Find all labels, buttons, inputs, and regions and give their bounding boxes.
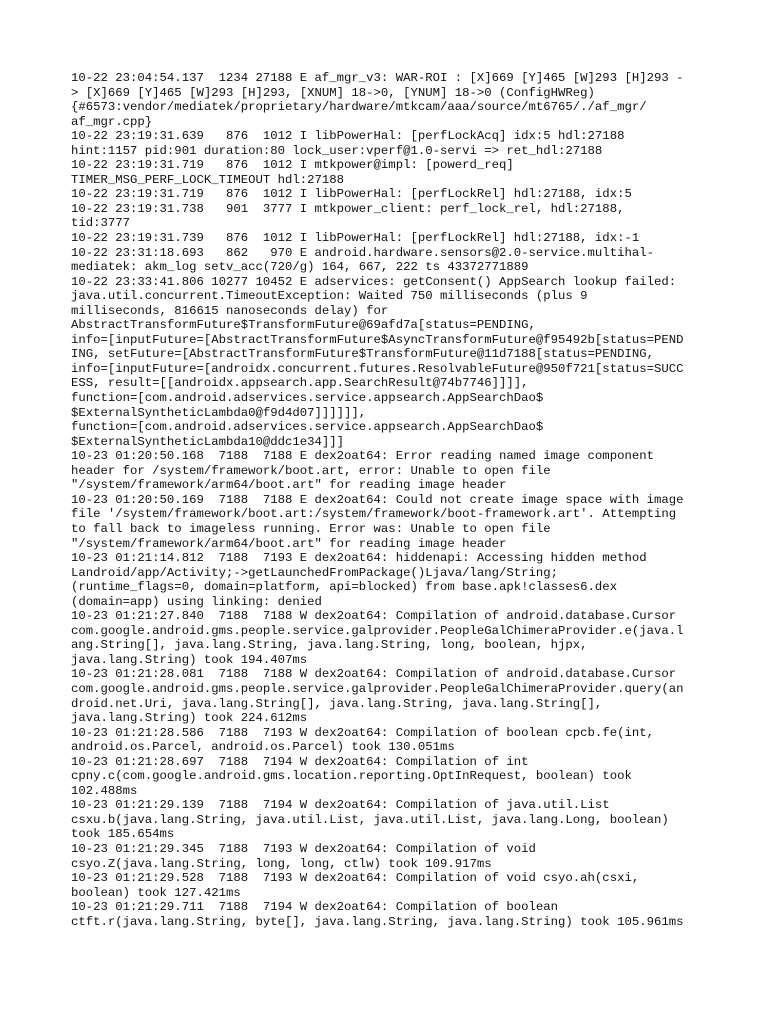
log-line: 10-23 01:21:29.711 7188 7194 W dex2oat64: Compilation of boolean [71,900,559,915]
log-line: 10-23 01:21:14.812 7188 7193 E dex2oat64: hiddenapi: Accessing hidden method [71,551,647,566]
log-line: $ExternalSyntheticLambda0@f9d4d07]]]]]], [71,405,367,420]
log-line: 10-23 01:21:29.528 7188 7193 W dex2oat64: Compilation of void csyo.ah(csxi, [71,871,640,886]
log-line: ang.String[], java.lang.String, java.lang.String, long, boolean, hjpx, [71,638,588,653]
log-line: 10-23 01:21:29.345 7188 7193 W dex2oat64: Compilation of void [71,841,536,856]
log-line: Landroid/app/Activity;->getLaunchedFromPackage()Ljava/lang/String; [71,565,559,580]
log-line: 10-22 23:19:31.639 876 1012 I libPowerHal: [perfLockAcq] idx:5 hdl:27188 [71,129,625,144]
log-line: {#6573:vendor/mediatek/proprietary/hardware/mtkcam/aaa/source/mt6765/./af_mgr/ [71,100,647,115]
log-line: java.lang.String) took 224.612ms [71,711,308,726]
log-line: function=[com.android.adservices.service.appsearch.AppSearchDao$ [71,391,544,406]
log-line: 10-23 01:21:28.586 7188 7193 W dex2oat64: Compilation of boolean cpcb.fe(int, [71,725,654,740]
log-line: 10-22 23:31:18.693 862 970 E android.hardware.sensors@2.0-service.multihal- [71,245,654,260]
log-line: af_mgr.cpp} [71,114,153,129]
log-line: 10-23 01:20:50.169 7188 7188 E dex2oat64: Could not create image space with image [71,492,684,507]
log-line: csyo.Z(java.lang.String, long, long, ctlw) took 109.917ms [71,856,492,871]
log-line: info=[inputFuture=[AbstractTransformFuture$AsyncTransformFuture@f95492b[status=PEND [71,332,684,347]
log-line: hint:1157 pid:901 duration:80 lock_user:vperf@1.0-servi => ret_hdl:27188 [71,143,603,158]
log-line: $ExternalSyntheticLambda10@ddc1e34]]] [71,434,345,449]
log-line: "/system/framework/arm64/boot.art" for reading image header [71,478,507,493]
log-line: AbstractTransformFuture$TransformFuture@69afd7a[status=PENDING, [71,318,536,333]
log-line: 102.488ms [71,783,138,798]
log-line: java.util.concurrent.TimeoutException: Waited 750 milliseconds (plus 9 [71,289,588,304]
log-line: > [X]669 [Y]465 [W]293 [H]293, [XNUM] 18->0, [YNUM] 18->0 (ConfigHWReg) [71,85,595,100]
log-line: com.google.android.gms.people.service.galprovider.PeopleGalChimeraProvider.e(java.l [71,623,684,638]
log-line: (runtime_flags=0, domain=platform, api=blocked) from base.apk!classes6.dex [71,580,618,595]
log-line: droid.net.Uri, java.lang.String[], java.lang.String, java.lang.String[], [71,696,603,711]
log-line: 10-22 23:19:31.739 876 1012 I libPowerHal: [perfLockRel] hdl:27188, idx:-1 [71,231,640,246]
log-line: 10-22 23:04:54.137 1234 27188 E af_mgr_v3: WAR-ROI : [X]669 [Y]465 [W]293 [H]293 - [71,71,684,85]
log-line: to fall back to imageless running. Error was: Unable to open file [71,521,551,536]
log-line: ESS, result=[[androidx.appsearch.app.SearchResult@74b7746]]]], [71,376,529,391]
log-line: 10-23 01:21:28.697 7188 7194 W dex2oat64: Compilation of int [71,754,529,769]
log-line: milliseconds, 816615 nanoseconds delay) for [71,303,389,318]
log-line: cpny.c(com.google.android.gms.location.reporting.OptInRequest, boolean) took [71,769,632,784]
log-line: com.google.android.gms.people.service.galprovider.PeopleGalChimeraProvider.query(an [71,681,684,696]
log-line: info=[inputFuture=[androidx.concurrent.futures.ResolvableFuture@950f721[status=SUCC [71,361,684,376]
log-line: file '/system/framework/boot.art:/system/framework/boot-framework.art'. Attempting [71,507,677,522]
log-line: 10-22 23:19:31.719 876 1012 I libPowerHal: [perfLockRel] hdl:27188, idx:5 [71,187,632,202]
log-line: ctft.r(java.lang.String, byte[], java.lang.String, java.lang.String) took 105.961ms [71,914,684,929]
log-line: java.lang.String) took 194.407ms [71,652,308,667]
log-text-block [71,71,711,929]
log-line: android.os.Parcel, android.os.Parcel) took 130.051ms [71,740,455,755]
log-line: (domain=app) using linking: denied [71,594,322,609]
log-line: 10-23 01:21:29.139 7188 7194 W dex2oat64: Compilation of java.util.List [71,798,610,813]
log-line: 10-23 01:20:50.168 7188 7188 E dex2oat64: Error reading named image component [71,449,654,464]
log-line: 10-23 01:21:27.840 7188 7188 W dex2oat64: Compilation of android.database.Cursor [71,609,677,624]
log-line: 10-23 01:21:28.081 7188 7188 W dex2oat64: Compilation of android.database.Cursor [71,667,677,682]
log-line: header for /system/framework/boot.art, error: Unable to open file [71,463,551,478]
log-line: tid:3777 [71,216,131,231]
log-line: 10-22 23:19:31.719 876 1012 I mtkpower@impl: [powerd_req] [71,158,514,173]
log-line: function=[com.android.adservices.service.appsearch.AppSearchDao$ [71,420,544,435]
log-line: boolean) took 127.421ms [71,885,241,900]
log-line: TIMER_MSG_PERF_LOCK_TIMEOUT hdl:27188 [71,172,345,187]
log-line: 10-22 23:33:41.806 10277 10452 E adservices: getConsent() AppSearch lookup failed: [71,274,677,289]
log-line: 10-22 23:19:31.738 901 3777 I mtkpower_client: perf_lock_rel, hdl:27188, [71,201,625,216]
log-line: took 185.654ms [71,827,175,842]
log-line: csxu.b(java.lang.String, java.util.List, java.util.List, java.lang.Long, boolean) [71,812,669,827]
log-line: "/system/framework/arm64/boot.art" for reading image header [71,536,507,551]
log-line: ING, setFuture=[AbstractTransformFuture$TransformFuture@11d7188[status=PENDING, [71,347,654,362]
log-line: mediatek: akm_log setv_acc(720/g) 164, 667, 222 ts 43372771889 [71,260,529,275]
